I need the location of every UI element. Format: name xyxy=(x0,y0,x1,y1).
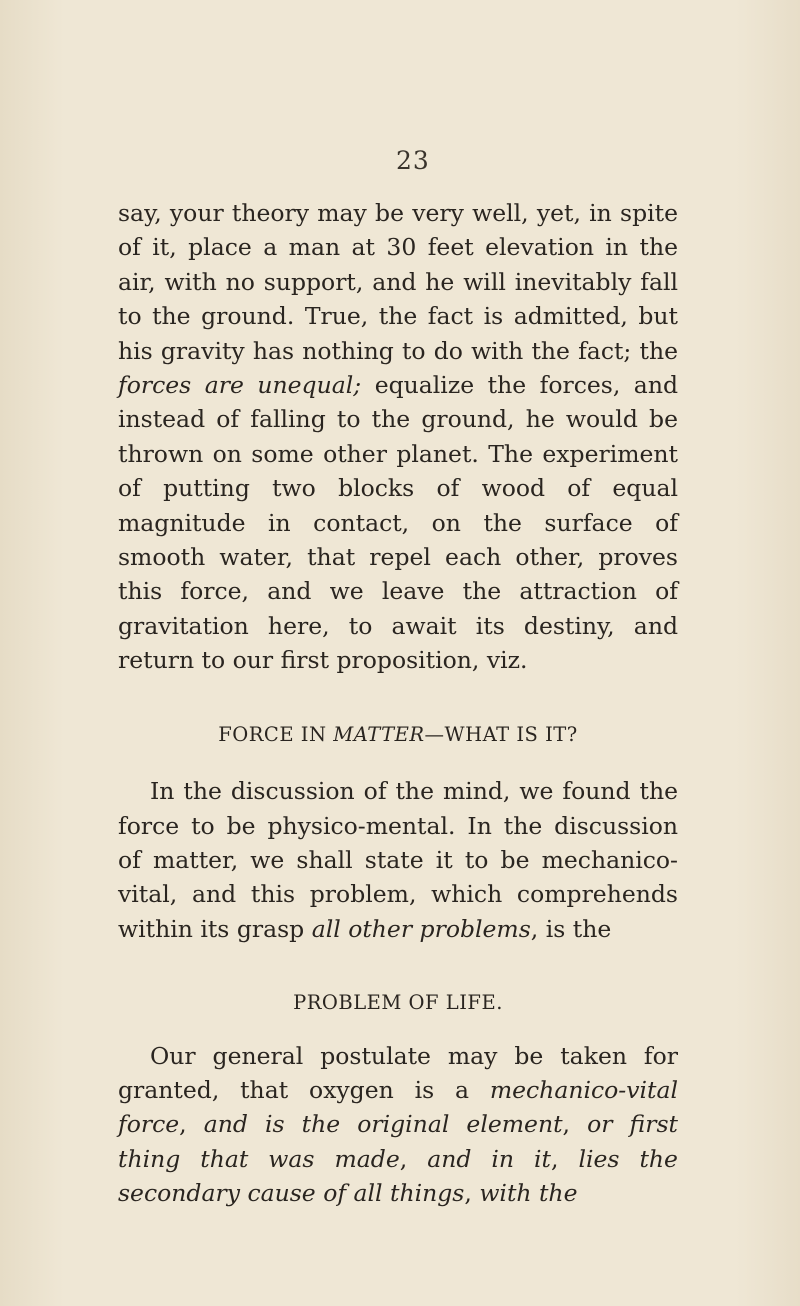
paragraph-3-italic-c: or first thing that was made xyxy=(118,1110,678,1173)
paragraph-3-text-f: , xyxy=(464,1179,480,1208)
paragraph-2 xyxy=(118,774,678,946)
paragraph-3-text-b: , xyxy=(179,1110,204,1139)
paragraph-3 xyxy=(118,1039,678,1211)
paragraph-3-italic-f: with the xyxy=(479,1179,578,1208)
paragraph-3-text-c: , xyxy=(562,1110,588,1139)
section-heading-problem-of-life: PROBLEM OF LIFE. xyxy=(293,991,503,1015)
paragraph-2-text-b: , is the xyxy=(530,914,612,943)
heading-1-post: —WHAT IS IT? xyxy=(424,722,578,746)
paragraph-3-text-a: Our general postulate may be taken for granted, that oxygen is a xyxy=(118,1041,678,1104)
paragraph-3-italic-d: and in it xyxy=(427,1144,551,1173)
heading-1-italic: MATTER xyxy=(333,722,425,746)
paragraph-3-text-d: , xyxy=(399,1144,428,1173)
paragraph-1-text-a: say, your theory may be very well, yet, in spite of it, place a man at 30 feet elevation in the air, with no support, and he will inevitably fall to the ground. True, the fact is admitted, but his gravity has nothing to do with the fact; the xyxy=(118,199,678,365)
page-body xyxy=(118,196,678,1211)
page-number: 23 xyxy=(396,146,430,175)
paragraph-2-italic: all other problems xyxy=(311,914,531,943)
section-heading-force-in-matter xyxy=(118,718,678,752)
heading-1-pre: FORCE IN xyxy=(218,722,334,746)
paragraph-3-italic-a: mechanico-vital force xyxy=(118,1075,678,1139)
paragraph-2-text-a: In the discussion of the mind, we found the force to be physico-mental. In the discussion of matter, we shall state it to be mechanico-vital, and this problem, which comprehends within its grasp xyxy=(118,777,678,943)
paragraph-1 xyxy=(118,196,678,678)
paragraph-3-text-e: , xyxy=(551,1144,579,1173)
paragraph-3-italic-e: lies the secondary cause of all things xyxy=(118,1144,678,1208)
paragraph-1-text-b: equalize the forces, and instead of falling to the ground, he would be thrown on some other planet. The experiment of putting two blocks of wood of equal magnitude in contact, on the surface of smooth water, that repel each other, proves this force, and we leave the attraction of gravitation here, to await its destiny, and return to our first proposition, viz. xyxy=(118,371,678,675)
paragraph-1-italic: forces are unequal; xyxy=(118,371,362,400)
paragraph-3-italic-b: and is the original element xyxy=(203,1110,563,1139)
